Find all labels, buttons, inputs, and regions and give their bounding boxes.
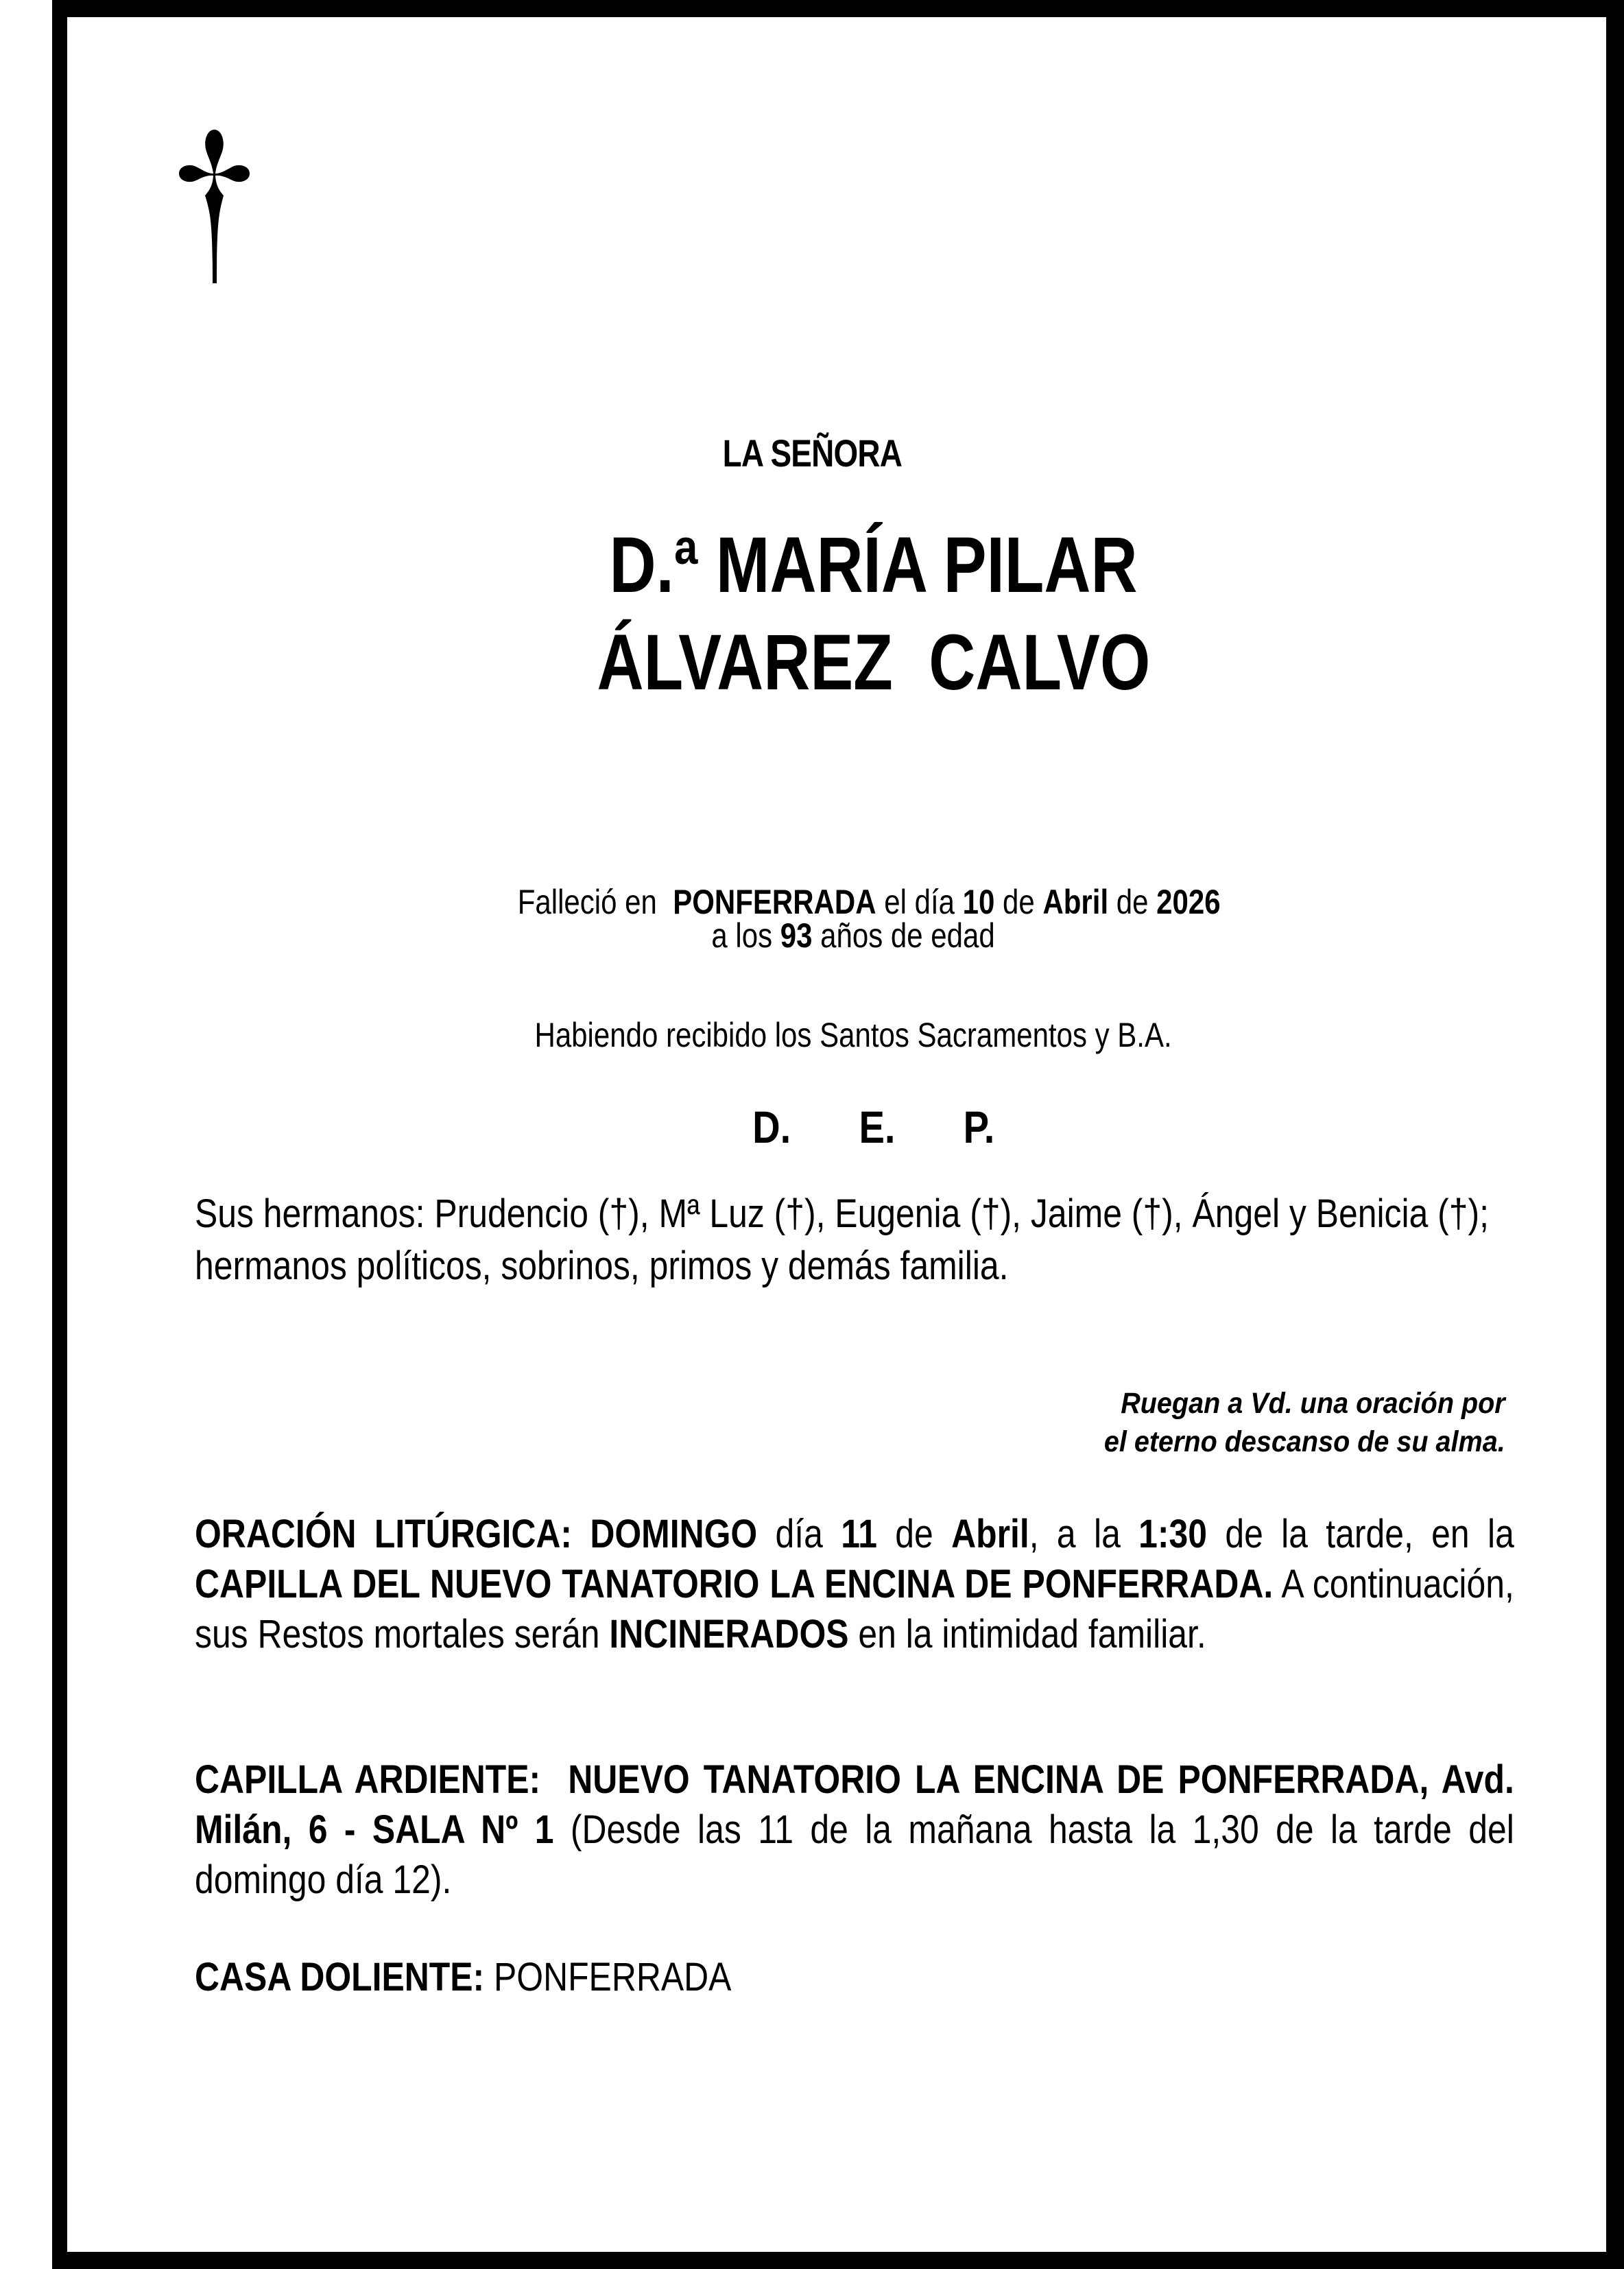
capilla-ardiente-paragraph	[195, 1755, 1514, 1905]
sacraments-text: Habiendo recibido los Santos Sacramentos y B.A.	[534, 1016, 1172, 1054]
prayer-line2: el eterno descanso de su alma.	[1104, 1425, 1505, 1458]
capilla-label: CAPILLA ARDIENTE:	[195, 1757, 541, 1802]
name-line1-text: D.ª MARÍA PILAR	[609, 521, 1138, 609]
death-text: el día	[876, 883, 963, 921]
deceased-name-line2	[62, 617, 1624, 708]
death-year: 2026	[1156, 883, 1221, 921]
oracion-weekday: DOMINGO	[590, 1512, 758, 1556]
cross-icon	[175, 127, 254, 286]
oracion-label: ORACIÓN LITÚRGICA:	[195, 1512, 573, 1556]
death-text: de	[994, 883, 1043, 921]
family-paragraph	[195, 1188, 1514, 1292]
dep-label	[62, 1101, 1624, 1153]
oracion-liturgica-paragraph	[195, 1509, 1514, 1659]
prayer-line1: Ruegan a Vd. una oración por	[1121, 1387, 1505, 1420]
name-line2-text: ÁLVAREZ CALVO	[597, 619, 1151, 706]
casa-label: CASA DOLIENTE:	[195, 1955, 485, 1999]
dep-text: D. E. P.	[752, 1102, 995, 1152]
oracion-time: 1:30	[1138, 1512, 1208, 1556]
oracion-month: Abril	[951, 1512, 1029, 1556]
oracion-text: en la intimidad familiar.	[848, 1612, 1206, 1656]
death-text: de	[1108, 883, 1157, 921]
oracion-place: CAPILLA DEL NUEVO TANATORIO LA ENCINA DE PONFERRADA.	[195, 1562, 1274, 1606]
title-text: LA SEÑORA	[722, 431, 902, 475]
death-place: PONFERRADA	[673, 883, 876, 921]
casa-doliente-paragraph	[195, 1952, 1514, 2002]
oracion-day: 11	[841, 1512, 877, 1556]
oracion-text: día	[757, 1512, 841, 1556]
death-month: Abril	[1042, 883, 1109, 921]
border-top	[52, 0, 1624, 17]
oracion-text: de la tarde, en la	[1207, 1512, 1514, 1556]
death-text: Falleció en	[517, 883, 665, 921]
sacraments-info	[41, 1015, 1624, 1055]
oracion-text: , a la	[1029, 1512, 1139, 1556]
casa-value: PONFERRADA	[484, 1955, 732, 1999]
oracion-text: de	[876, 1512, 952, 1556]
oracion-action: INCINERADOS	[609, 1612, 849, 1656]
capilla-hours: (Desde las 11 de la mañana hasta la 1,30 de la tarde del domingo día 12).	[195, 1807, 1514, 1902]
family-text: Sus hermanos: Prudencio (†), Mª Luz (†), Eugenia (†), Jaime (†), Ángel y Benicia (†); hermanos políticos, sobrinos, primos y demás familia.	[195, 1191, 1490, 1288]
border-bottom	[52, 2252, 1624, 2269]
age-text: años de edad	[812, 916, 995, 955]
deceased-name-line1	[62, 520, 1624, 610]
age-text: a los	[711, 916, 780, 955]
capilla-place: NUEVO TANATORIO LA ENCINA DE PONFERRADA, Avd. Milán, 6 - SALA Nº 1	[195, 1757, 1514, 1852]
oracion-text: A continuación, sus Restos mortales serán	[195, 1562, 1514, 1656]
title-la-senora	[0, 431, 1624, 475]
prayer-request	[1069, 1384, 1505, 1461]
age-info	[41, 916, 1624, 955]
age-value: 93	[780, 916, 813, 955]
death-day: 10	[962, 883, 995, 921]
